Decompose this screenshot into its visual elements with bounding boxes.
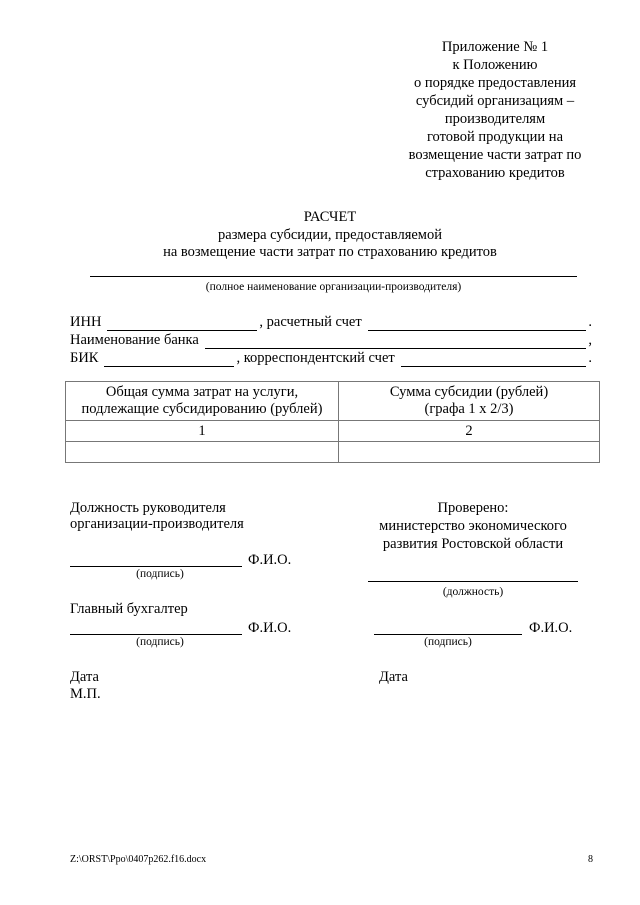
head-signature-line bbox=[70, 566, 242, 567]
table-cell[interactable] bbox=[339, 442, 600, 463]
head-signature-caption: (подпись) bbox=[136, 568, 184, 580]
table-header-row bbox=[66, 382, 600, 421]
title-line-2: размера субсидии, предоставляемой bbox=[218, 226, 442, 243]
table-header-cell bbox=[339, 382, 600, 421]
org-name-line bbox=[90, 276, 577, 277]
bik-blank bbox=[104, 353, 234, 367]
accountant-label: Главный бухгалтер bbox=[70, 601, 188, 617]
stamp-label: М.П. bbox=[70, 686, 101, 702]
bik-label: БИК bbox=[70, 350, 99, 366]
calculation-table bbox=[65, 381, 600, 463]
annex-line: о порядке предоставления bbox=[413, 75, 577, 91]
annex-header bbox=[395, 38, 595, 182]
bank-row bbox=[70, 331, 592, 349]
accountant-signature-line bbox=[70, 634, 242, 635]
column-number-cell: 2 bbox=[339, 421, 600, 442]
title-heading: РАСЧЕТ bbox=[303, 209, 357, 225]
checked-line-3: развития Ростовской области bbox=[382, 536, 564, 552]
annex-line: возмещение части затрат по bbox=[408, 147, 582, 163]
header-text: (графа 1 x 2/3) bbox=[424, 401, 514, 417]
head-fio: Ф.И.О. bbox=[248, 552, 292, 568]
bank-blank bbox=[205, 335, 587, 349]
inn-blank bbox=[107, 317, 257, 331]
annex-line: готовой продукции на bbox=[426, 129, 564, 145]
right-date-label: Дата bbox=[379, 669, 408, 685]
org-name-caption: (полное наименование организации-производителя) bbox=[205, 281, 462, 293]
inn-row bbox=[70, 313, 592, 331]
footer-page-number: 8 bbox=[588, 854, 593, 865]
annex-line: производителям bbox=[444, 111, 546, 127]
account-blank bbox=[368, 317, 587, 331]
head-position-line-1: Должность руководителя bbox=[70, 500, 226, 516]
position-caption: (должность) bbox=[442, 586, 504, 598]
accountant-fio: Ф.И.О. bbox=[248, 620, 292, 636]
bank-label: Наименование банка bbox=[70, 332, 199, 348]
document-title bbox=[60, 209, 600, 262]
header-text: Сумма субсидии (рублей) bbox=[389, 384, 549, 400]
comma: , bbox=[588, 332, 592, 348]
title-line-3: на возмещение части затрат по страхованию кредитов bbox=[163, 244, 497, 260]
annex-line: к Положению bbox=[452, 57, 538, 73]
header-text: подлежащие субсидированию (рублей) bbox=[81, 401, 323, 417]
left-date-label: Дата bbox=[70, 669, 99, 685]
footer-file-path: Z:\ORST\Ppo\0407p262.f16.docx bbox=[70, 854, 207, 865]
header-text: Общая сумма затрат на услуги, bbox=[105, 384, 299, 400]
corr-blank bbox=[401, 353, 587, 367]
bik-row bbox=[70, 349, 592, 367]
checker-fio: Ф.И.О. bbox=[529, 620, 573, 636]
annex-line: Приложение № 1 bbox=[441, 39, 549, 55]
inn-label: ИНН bbox=[70, 314, 102, 330]
accountant-signature-caption: (подпись) bbox=[136, 636, 184, 648]
annex-line: страхованию кредитов bbox=[425, 165, 565, 181]
column-number-cell: 1 bbox=[66, 421, 339, 442]
corr-label: , корреспондентский счет bbox=[236, 350, 395, 366]
checked-line-1: Проверено: bbox=[437, 500, 509, 516]
account-label: , расчетный счет bbox=[259, 314, 362, 330]
checker-signature-line bbox=[374, 634, 522, 635]
table-row bbox=[66, 442, 600, 463]
position-line bbox=[368, 581, 578, 582]
checked-line-2: министерство экономического bbox=[379, 518, 567, 534]
end-dot: . bbox=[588, 314, 592, 330]
checker-signature-caption: (подпись) bbox=[424, 636, 472, 648]
annex-line: субсидий организациям – bbox=[415, 93, 575, 109]
table-number-row bbox=[66, 421, 600, 442]
table-cell[interactable] bbox=[66, 442, 339, 463]
head-position-line-2: организации-производителя bbox=[70, 516, 244, 532]
table-header-cell bbox=[66, 382, 339, 421]
end-dot: . bbox=[588, 350, 592, 366]
